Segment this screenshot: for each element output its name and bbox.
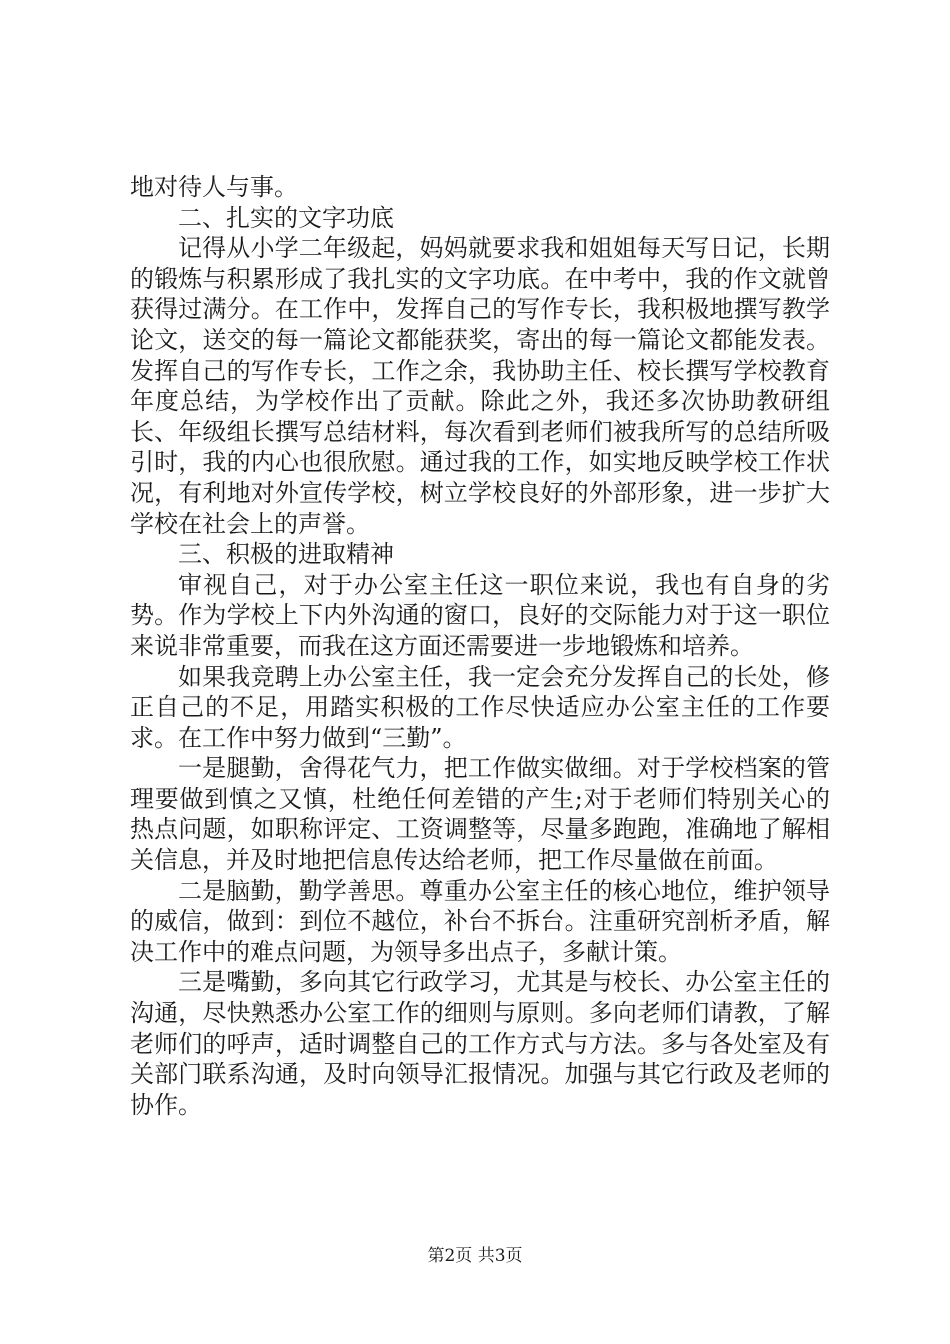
- page-number-footer: 第2页 共3页: [427, 1246, 523, 1266]
- paragraph-commitment: 如果我竞聘上办公室主任，我一定会充分发挥自己的长处，修正自己的不足，用踏实积极的工作尽快适应办公室主任的工作要求。在工作中努力做到“三勤”。: [130, 662, 830, 752]
- section-heading-3: 三、积极的进取精神: [178, 540, 394, 569]
- paragraph-legs-diligence: 一是腿勤，舍得花气力，把工作做实做细。对于学校档案的管理要做到慎之又慎，杜绝任何差错的产生;对于老师们特别关心的热点问题，如职称评定、工资调整等，尽量多跑跑，准确地了解相关信息，并及时地把信息传达给老师，把工作尽量做在前面。: [130, 754, 830, 875]
- section-heading-2: 二、扎实的文字功底: [178, 203, 394, 232]
- paragraph-mouth-diligence: 三是嘴勤，多向其它行政学习，尤其是与校长、办公室主任的沟通，尽快熟悉办公室工作的细则与原则。多向老师们请教，了解老师们的呼声，适时调整自己的工作方式与方法。多与各处室及有关部门联系沟通，及时向领导汇报情况。加强与其它行政及老师的协作。: [130, 968, 830, 1119]
- document-body: [130, 172, 830, 1120]
- paragraph-brain-diligence: 二是脑勤，勤学善思。尊重办公室主任的核心地位，维护领导的威信，做到：到位不越位，补台不拆台。注重研究剖析矛盾，解决工作中的难点问题，为领导多出点子，多献计策。: [130, 876, 830, 966]
- paragraph-self-review: 审视自己，对于办公室主任这一职位来说，我也有自身的劣势。作为学校上下内外沟通的窗口，良好的交际能力对于这一职位来说非常重要，而我在这方面还需要进一步地锻炼和培养。: [130, 570, 830, 660]
- paragraph-writing-skills: 记得从小学二年级起，妈妈就要求我和姐姐每天写日记，长期的锻炼与积累形成了我扎实的文字功底。在中考中，我的作文就曾获得过满分。在工作中，发挥自己的写作专长，我积极地撰写教学论文，送交的每一篇论文都能获奖，寄出的每一篇论文都能发表。发挥自己的写作专长，工作之余，我协助主任、校长撰写学校教育年度总结，为学校作出了贡献。除此之外，我还多次协助教研组长、年级组长撰写总结材料，每次看到老师们被我所写的总结所吸引时，我的内心也很欣慰。通过我的工作，如实地反映学校工作状况，有利地对外宣传学校，树立学校良好的外部形象，进一步扩大学校在社会上的声誉。: [130, 234, 830, 538]
- paragraph-continuation: 地对待人与事。: [130, 173, 298, 201]
